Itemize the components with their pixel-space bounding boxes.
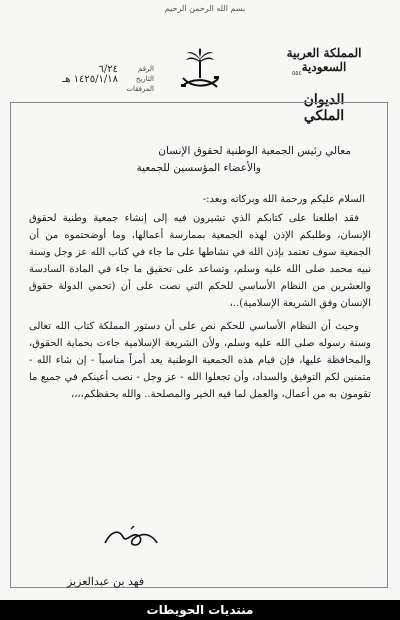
- office-number: ٥٥٤: [292, 70, 302, 77]
- basmala-text: بسم الله الرحمن الرحيم: [164, 4, 246, 13]
- paragraph-2: وحيث أن النظام الأساسي للحكم نص على أن دستور المملكة كتاب الله تعالى وسنة رسوله صلى الله عليه وسلم، ولأن الشريعة الإسلامية جاءت بحماية الحقوق، والمحافظة عليها، فإن قيام هذه الجمعية الوطنية يعد أمراً مناسباً - إن شاء الله - متمنين لكم التوفيق والسداد، وأن تجعلوا الله - عز وجل - نصب أعينكم في جميع ما تقومون به من أعمال، والعمل لما فيه الخير والمصلحة.. والله يحفظكم،،،،: [29, 321, 371, 400]
- royal-court-name: الديوان الملكي: [303, 92, 345, 124]
- paragraph-1: فقد اطلعنا على كتابكم الذي تشيرون فيه إلى إنشاء جمعية وطنية لحقوق الإنسان، وطلبكم الإذن لهذه الجمعية بممارسة أعمالها، وما أوضحتموه من أن الجمعية سوف تعتمد بإذن الله في نشاطها على ما جاء في كتاب الله عز وجل وسنة نبيه محمد صلى الله عليه وسلم، وتساعد على تحقيق ما جاء في المادة السادسة والعشرين من النظام الأساسي للحكم التي نصت على أن (تحمي الدولة حقوق الإنسان وفق الشريعة الإسلامية)..،: [29, 213, 371, 309]
- letter-body-frame: [10, 102, 388, 588]
- kingdom-name: المملكة العربية السعودية: [286, 46, 362, 74]
- number-value: ٦/٢٤: [98, 63, 118, 75]
- reference-block: [24, 64, 154, 94]
- addressee-line: معالي رئيس الجمعية الوطنية لحقوق الإنسان: [158, 145, 351, 157]
- number-label: الرقم: [138, 65, 154, 73]
- saudi-emblem-icon: [178, 48, 222, 94]
- signer-name: فهد بن عبدالعزيز: [67, 575, 145, 588]
- date-label: التاريخ: [135, 75, 154, 83]
- greeting-line: السلام عليكم ورحمة الله وبركاته وبعد:-: [202, 194, 365, 205]
- handwritten-signature: [101, 523, 161, 553]
- addressee-line-2: والأعضاء المؤسسين للجمعية: [136, 162, 261, 174]
- date-value: ١٤٢٥/١/١٨ هـ: [62, 73, 118, 85]
- attachments-label: المرفقات: [126, 85, 154, 93]
- forum-watermark-bar: منتديات الحويطات: [0, 600, 400, 620]
- letter-body: [29, 143, 371, 403]
